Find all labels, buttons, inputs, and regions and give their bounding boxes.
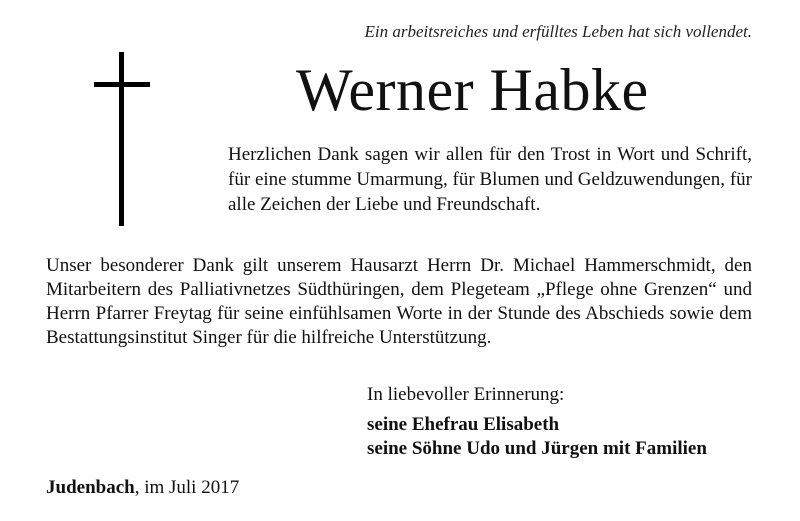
deceased-name: Werner Habke [296,57,649,123]
family-line-sons: seine Söhne Udo und Jürgen mit Familien [367,438,707,459]
place-name: Judenbach [46,477,135,498]
memory-label: In liebevoller Erinnerung: [367,384,565,405]
date-text: , im Juli 2017 [134,477,240,498]
thanks-paragraph: Unser besonderer Dank gilt unserem Hausarzt Herrn Dr. Michael Hammerschmidt, den Mitarbeitern des Palliativnetzes Südthüringen, dem Plegeteam „Pflege ohne Grenzen“ und Herrn Pfarrer Freytag für seine einfühlsamen Worte in der Stunde des Abschieds sowie dem Bestattungsinstitut Singer für die hilfreiche Unterstützung. [46,255,752,348]
motto-text: Ein arbeitsreiches und erfülltes Leben hat sich vollendet. [364,22,752,41]
intro-paragraph: Herzlichen Dank sagen wir allen für den Trost in Wort und Schrift, für eine stumme Umarmung, für Blumen und Geldzuwendungen, für alle Zeichen der Liebe und Freundschaft. [228,144,752,215]
cross-vertical-bar [119,52,124,226]
cross-icon [94,52,150,226]
family-signature [367,413,707,461]
family-line-spouse: seine Ehefrau Elisabeth [367,414,560,435]
cross-horizontal-bar [94,82,150,87]
place-date-line [46,476,239,500]
